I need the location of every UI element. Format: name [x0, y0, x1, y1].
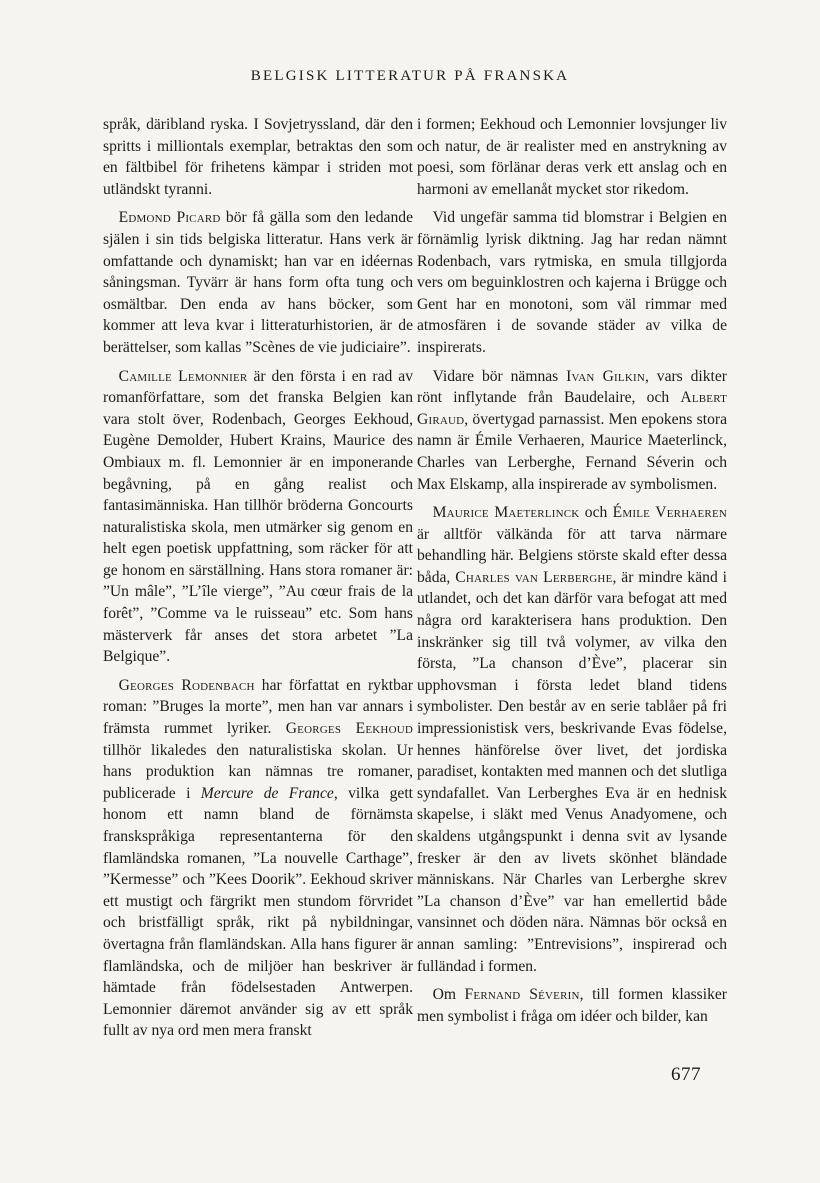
- author-name: Georges Eekhoud: [285, 720, 414, 738]
- paragraph-text: tillhör likaledes den naturalistiska skolan. Ur hans produktion kan nämnas tre romaner, publicerade i: [103, 741, 413, 802]
- journal-title: Mercure de France: [200, 784, 334, 802]
- author-name: Émile Verhaeren: [612, 504, 728, 522]
- paragraph-text: och: [579, 504, 613, 522]
- paragraph: [417, 207, 727, 358]
- paragraph-text: , övertygad parnassist. Men epokens stora namn är Émile Verhaeren, Maurice Maeterlinck, Charles van Lerberghe, Fernand Séverin och Max Elskamp, alla inspirerade av symbolismen.: [417, 410, 727, 493]
- paragraph-text: , är mindre känd i utlandet, och det kan därför vara befogat att med några ord karakterisera hans produktion. Den inskränker sig till två volymer, av vilka den första, ”La chanson d’Ève”, placerar sin upphovsman i första ledet bland tidens symbolister. Den består av en serie tablåer på fri impressionistisk vers, beskrivande Evas födelse, hennes hänförelse över livet, det jordiska paradiset, kontakten med mannen och det slutliga syndafallet. Van Lerberghes Eva är en hednisk skapelse, i släkt med Venus Anadyomene, och skaldens utgångspunkt i denna svit av lysande fresker är den av livets skönhet bländade människans. När Charles van Lerberghe skrev ”La chanson d’Ève” var han emellertid både vansinnet och döden nära. Nämnas bör också en annan samling: ”Entrevisions”, inspirerad och fulländad i formen.: [417, 568, 727, 975]
- paragraph: [417, 502, 727, 977]
- right-column: [417, 114, 727, 1034]
- paragraph: [103, 366, 413, 668]
- paragraph-text: Om: [432, 986, 465, 1004]
- paragraph: [417, 984, 727, 1027]
- paragraph: [417, 366, 727, 496]
- paragraph: [103, 207, 413, 358]
- author-name: Ivan Gilkin: [566, 367, 645, 385]
- paragraph-text: , vars dikter rönt inflytande från Baudelaire, och: [417, 367, 727, 407]
- paragraph-text: , till formen klassiker men symbolist i fråga om idéer och bilder, kan: [417, 986, 727, 1025]
- paragraph-text: bör få gälla som den ledande själen i sin tids belgiska litteratur. Hans verk är omfattande och dynamiskt; han var en idéernas såningsman. Tyvärr är hans form ofta tung och osmältbar. Den enda av hans böcker, som kommer att leva kvar i litteraturhistorien, är de berättelser, som kallas ”Scènes de vie judiciaire”.: [103, 209, 413, 356]
- paragraph-text: , vilka gett honom ett namn bland de förnämsta franskspråkiga representanterna för den flamländska romanen, ”La nouvelle Carthage”, ”Kermesse” och ”Kees Doorik”. Eekhoud skriver ett mustigt och färgrikt men stundom förvridet och bristfälligt språk, rikt på nybildningar, övertagna från flamländskan. Alla hans figurer är flamländska, och de miljöer han beskriver är hämtade från födelsestaden Antwerpen. Lemonnier däremot använder sig av ett språk fullt av nya ord men mera franskt: [103, 784, 413, 1040]
- author-name: Camille Lemonnier: [118, 367, 248, 385]
- author-name: Maurice Maeterlinck: [432, 504, 580, 522]
- author-name: Fernand Séverin: [464, 986, 580, 1004]
- paragraph-text: har författat en ryktbar roman: ”Bruges la morte”, men han var annars i främsta rummet lyriker.: [103, 676, 414, 738]
- paragraph-text: är alltför välkända för att tarva närmare behandling här. Belgiens störste skald efter dessa båda,: [417, 525, 727, 586]
- paragraph-text: Vidare bör nämnas: [432, 367, 567, 385]
- author-name: Edmond Picard: [118, 209, 221, 227]
- paragraph: [103, 114, 413, 200]
- paragraph: [103, 675, 413, 1042]
- author-name: Albert Giraud: [417, 389, 727, 428]
- author-name: Charles van Lerberghe: [455, 568, 613, 586]
- author-name: Georges Rodenbach: [118, 676, 255, 694]
- paragraph-text: är den första i en rad av romanförfattare, som det franska Belgien kan vara stolt över, Rodenbach, Georges Eekhoud, Eugène Demolder, Hubert Krains, Maurice des Ombiaux m. fl. Lemonnier är en imponerande begåvning, på en gång realist och fantasimänniska. Han tillhör bröderna Goncourts naturalistiska skola, men utmärker sig genom en helt egen poetisk uppfattning, som räcker för att ge honom en särställning. Hans stora romaner är: ”Un mâle”, ”L’île vierge”, ”Au cœur frais de la forêt”, ”Comme va le ruisseau” etc. Som hans mästerverk får anses det stora arbetet ”La Belgique”.: [103, 367, 413, 666]
- paragraph-text: språk, däribland ryska. I Sovjetryssland, där den spritts i milliontals exemplar, betraktas den som en fältbibel för frihetens kämpar i striden mot utländskt tyranni.: [103, 116, 413, 198]
- page-number: 677: [671, 1064, 701, 1085]
- left-column: [103, 114, 413, 1049]
- paragraph: [417, 114, 727, 200]
- paragraph-text: Vid ungefär samma tid blomstrar i Belgien en förnämlig lyrisk diktning. Jag har redan nämnt Rodenbach, vars rytmiska, en smula tillgjorda vers om beguinklostren och kajerna i Brügge och Gent har en monotoni, som väl rimmar med atmosfären i de sovande städer av vilka de inspirerats.: [417, 209, 727, 356]
- paragraph-text: i formen; Eekhoud och Lemonnier lovsjunger liv och natur, de är realister med en anstrykning av poesi, som förlänar deras verk ett anslag och en harmoni av emellanåt mycket stor rikedom.: [417, 116, 727, 198]
- running-head: BELGISK LITTERATUR PÅ FRANSKA: [250, 68, 570, 84]
